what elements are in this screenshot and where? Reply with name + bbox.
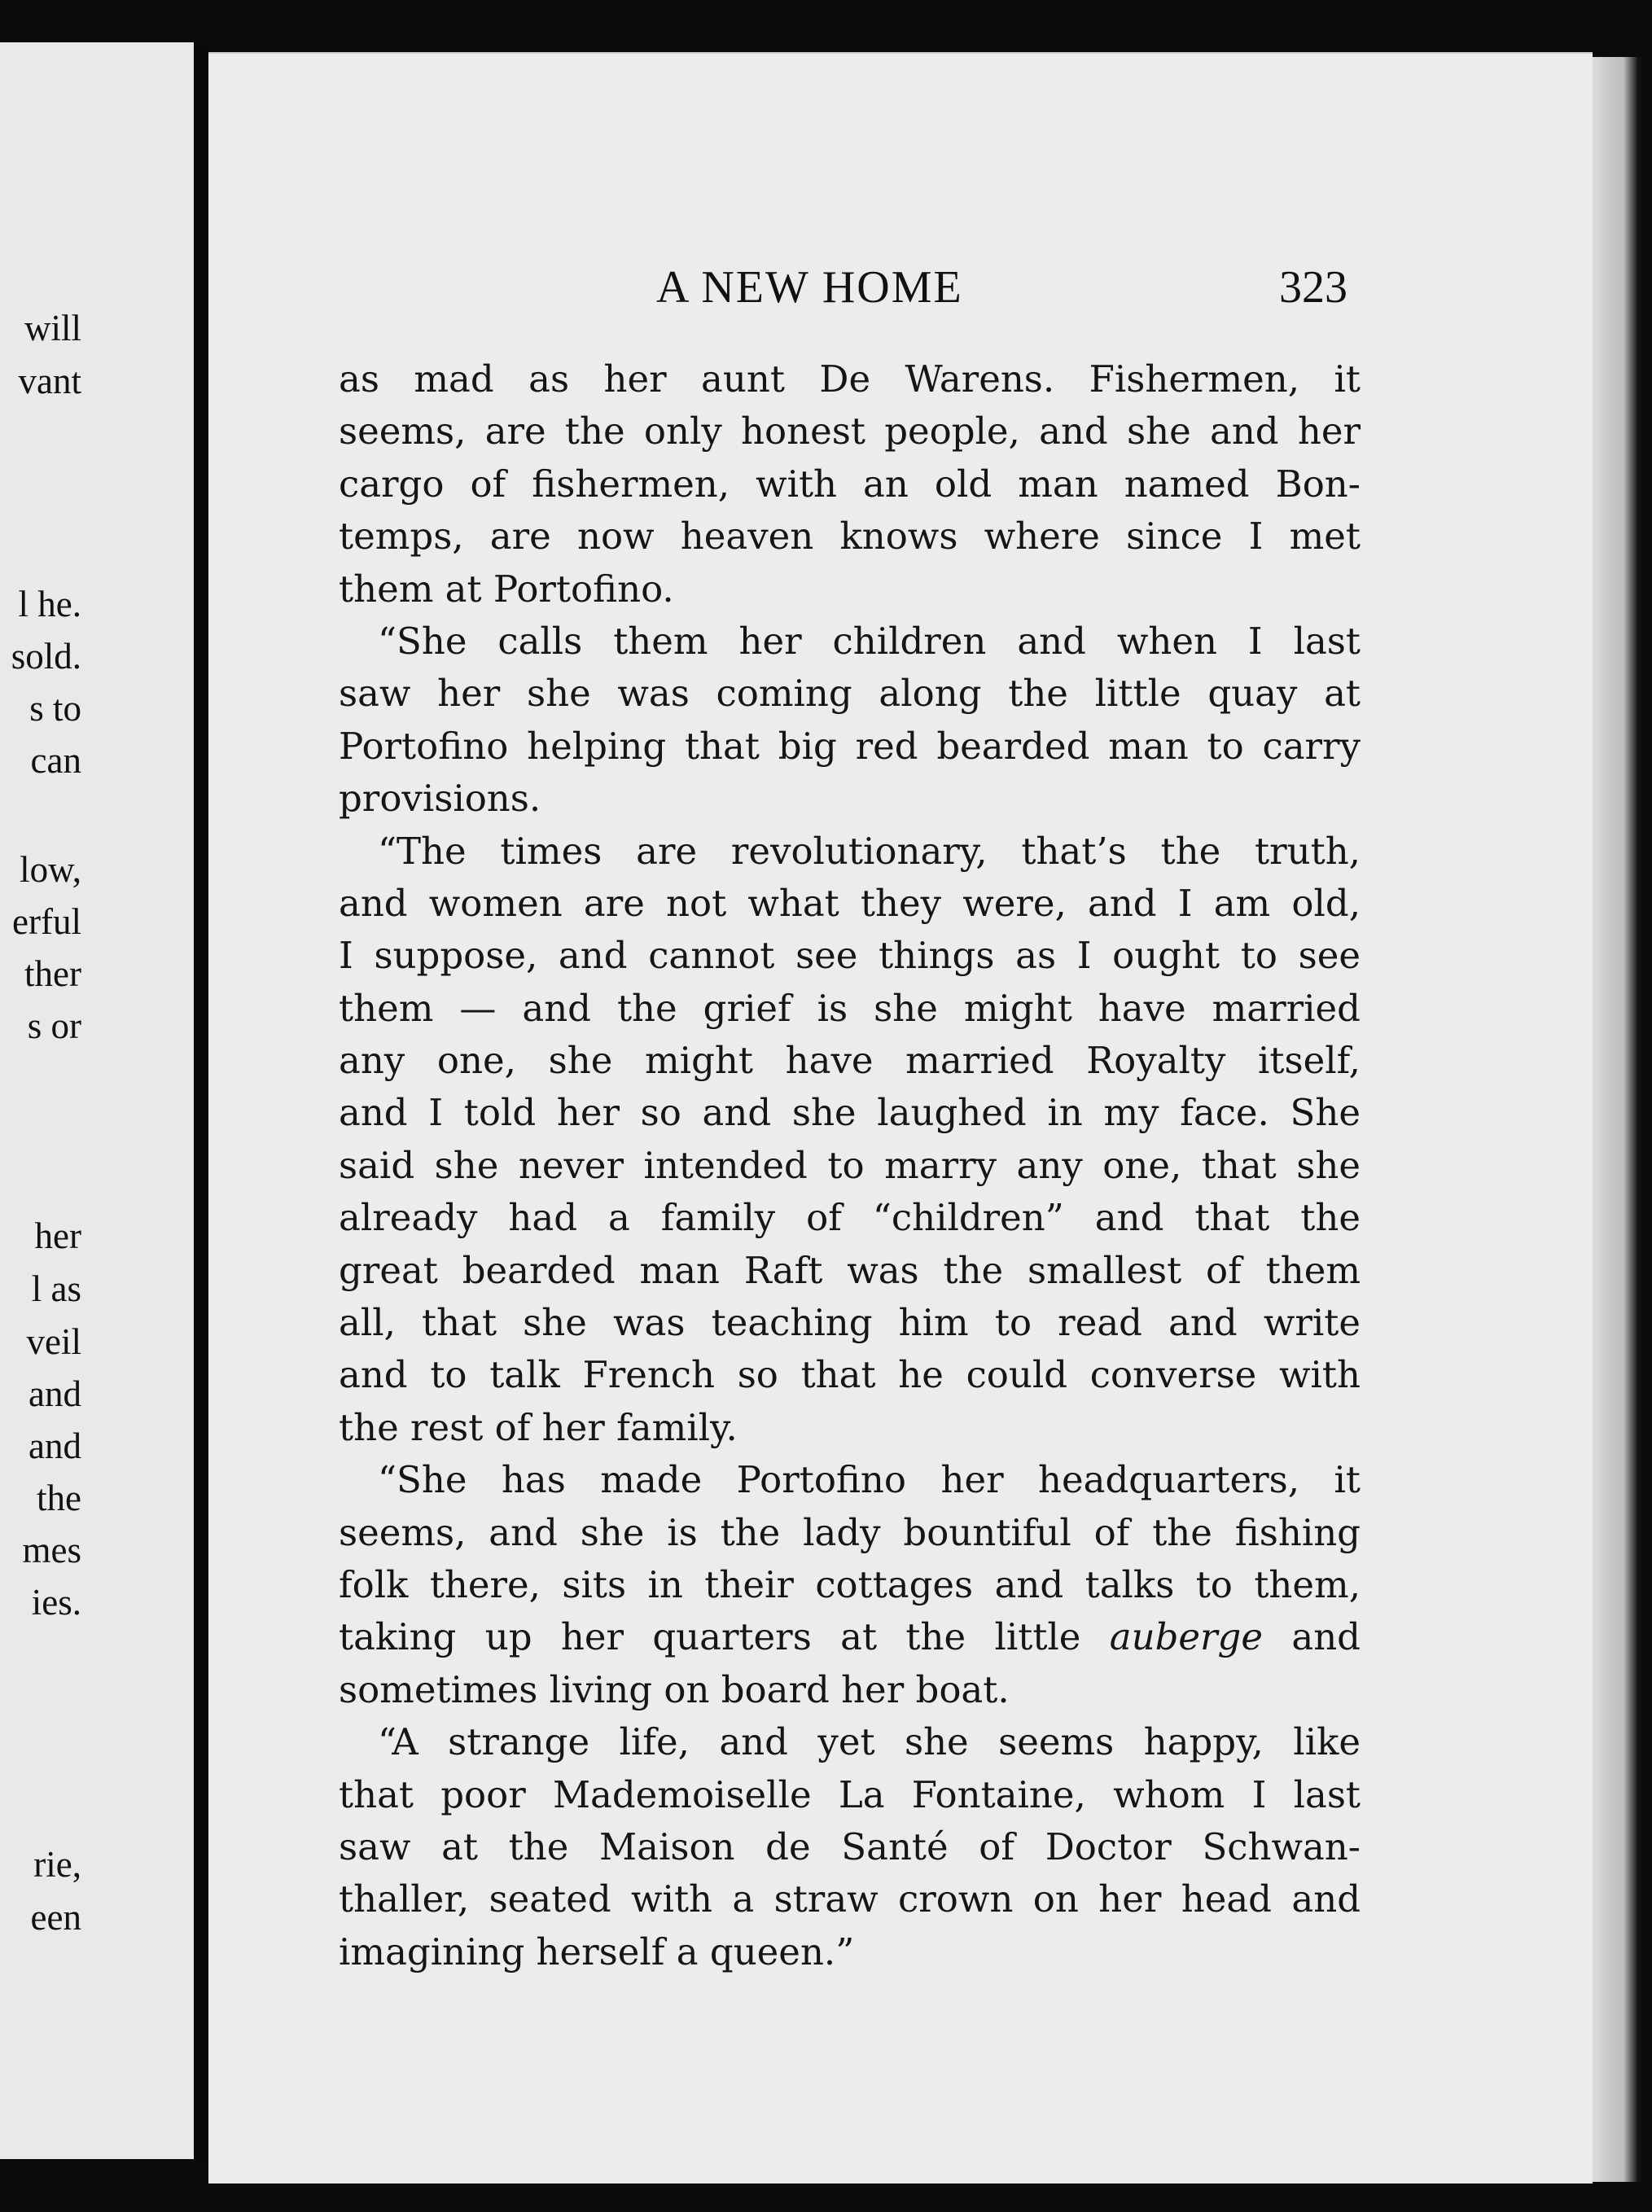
left-page-fragment: ies. [31,1582,81,1623]
page-stack-edge [1593,57,1641,2182]
text-line: “The times are revolutionary, that’s the truth, [378,829,1361,873]
left-page-fragment: vant [18,361,81,401]
text-line: that poor Mademoiselle La Fontaine, whom I last [339,1772,1361,1816]
text-line: seems, are the only honest people, and she and her [339,410,1361,453]
text-line: temps, are now heaven knows where since I met [339,515,1361,558]
text-line: them — and the grief is she might have married [339,986,1361,1030]
left-page-fragment: l he. [18,584,81,624]
text-line: “She has made Portofino her headquarters, it [378,1458,1361,1502]
text-line: and I told her so and she laughed in my face. She [339,1091,1361,1135]
text-line: folk there, sits in their cottages and talks to them, [339,1562,1361,1606]
left-page-fragment: and [28,1426,81,1466]
left-page-fragment: low, [20,849,81,890]
left-page-fragment: will [24,308,81,348]
text-line: saw at the Maison de Santé of Doctor Schwan- [339,1824,1361,1868]
left-page-fragment: veil [26,1321,81,1362]
page-number: 323 [1279,262,1347,313]
text-line: “A strange life, and yet she seems happy, like [378,1720,1361,1764]
text-line: provisions. [339,777,541,821]
body-text [339,353,1361,1978]
book-gutter [194,42,208,2167]
text-line: any one, she might have married Royalty itself, [339,1039,1361,1083]
text-line: I suppose, and cannot see things as I ought to see [339,934,1361,978]
text-line: the rest of her family. [339,1405,738,1449]
left-page-fragment: s to [29,688,81,729]
left-page-fragment: can [30,740,81,781]
text-line: saw her she was coming along the little quay at [339,672,1361,716]
book-page [208,52,1593,2184]
left-page-fragment: sold. [11,636,81,677]
text-line: Portofino helping that big red bearded man to carry [339,724,1361,768]
left-page-fragment: s or [27,1005,81,1046]
left-page-fragment: een [30,1897,81,1938]
running-title: A NEW HOME [656,262,963,313]
left-page-fragment: mes [22,1530,81,1570]
text-line: imagining herself a queen.” [339,1929,855,1973]
text-line: sometimes living on board her boat. [339,1667,1010,1711]
text-line: already had a family of “children” and that the [339,1196,1361,1240]
text-line: “She calls them her children and when I last [378,619,1361,663]
text-line: cargo of fishermen, with an old man named Bon- [339,462,1361,506]
text-line: them at Portofino. [339,567,674,611]
left-page-fragment: erful [12,901,81,942]
left-page-fragment: ther [24,953,81,994]
text-line: all, that she was teaching him to read and write [339,1301,1361,1345]
left-page-fragment: her [34,1216,81,1256]
text-line: as mad as her aunt De Warens. Fishermen, it [339,357,1361,401]
left-page-fragment: and [28,1373,81,1414]
text-line: and to talk French so that he could converse with [339,1353,1361,1397]
running-head [208,261,1593,318]
text-line: said she never intended to marry any one, that she [339,1143,1361,1187]
text-line: great bearded man Raft was the smallest of them [339,1248,1361,1292]
text-line: seems, and she is the lady bountiful of the fishing [339,1510,1361,1554]
left-page-fragment: l as [31,1268,81,1309]
left-page-fragment: the [37,1478,81,1518]
left-page-fragment: rie, [33,1844,81,1885]
previous-page-edge [0,42,194,2159]
text-line: and women are not what they were, and I am old, [339,881,1361,925]
text-line: thaller, seated with a straw crown on her head and [339,1877,1361,1921]
italic-word: auberge [1109,1615,1263,1659]
text-line: taking up her quarters at the little auberge and [339,1615,1361,1659]
